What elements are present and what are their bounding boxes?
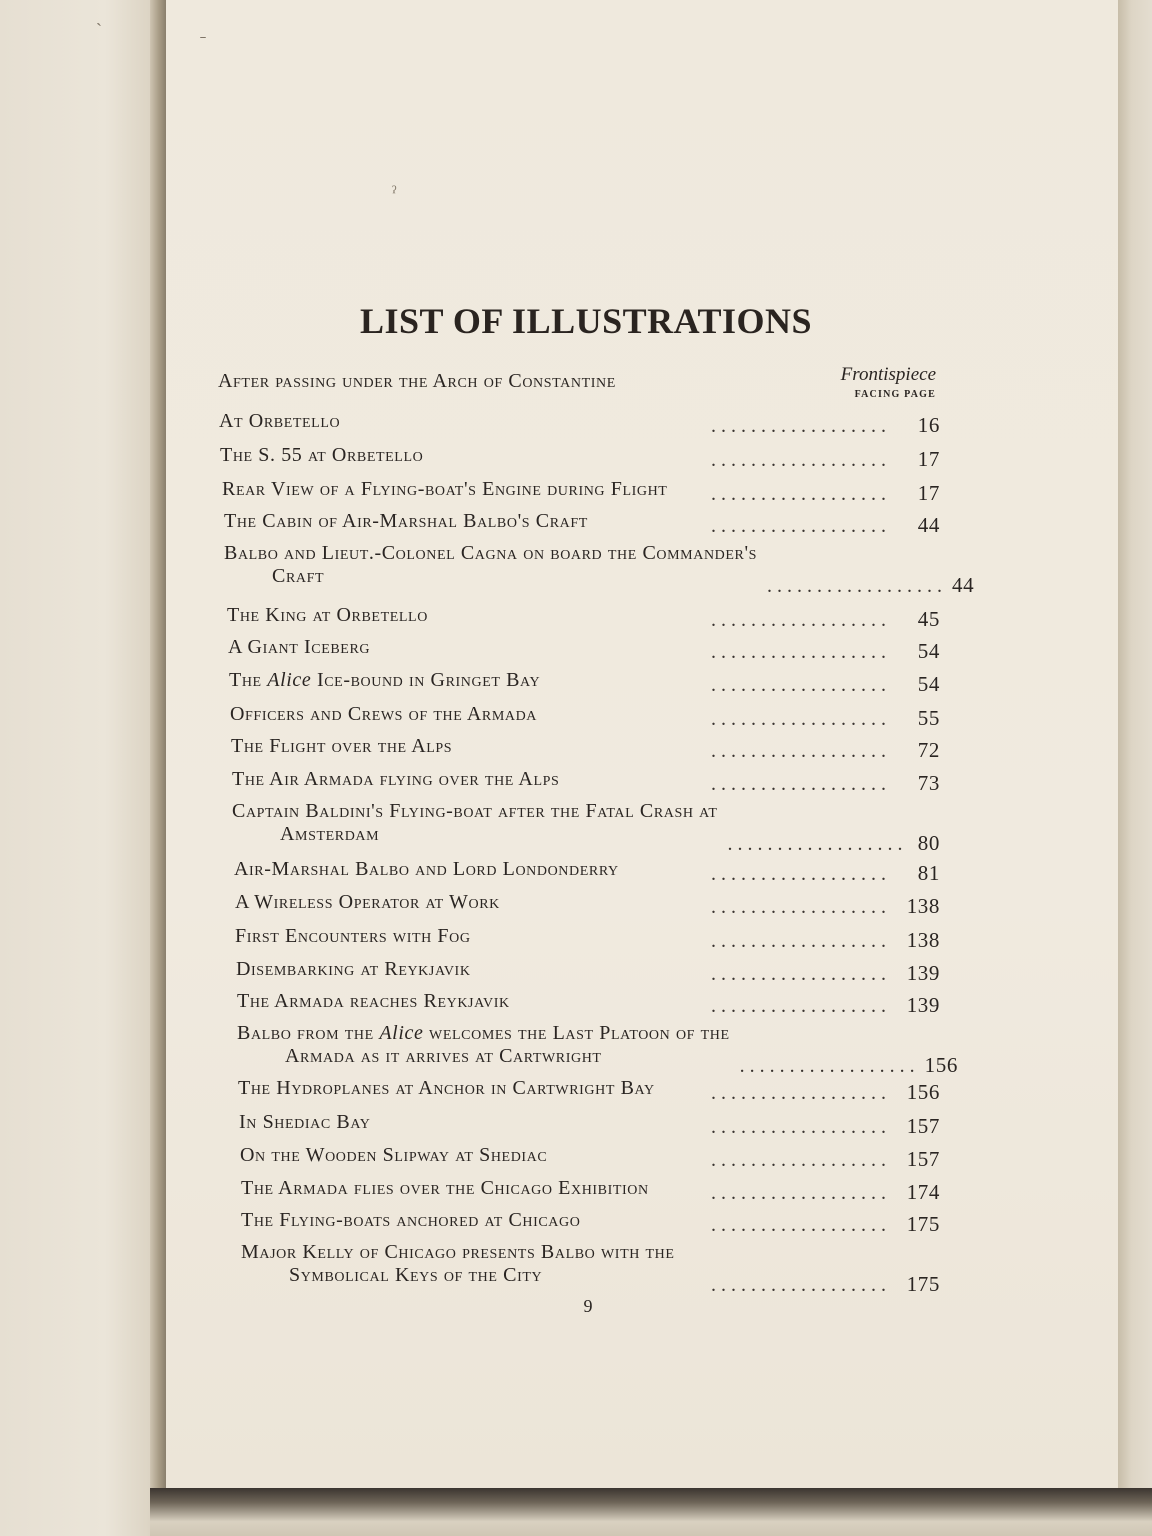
- caption-line: Balbo and Lieut.-Colonel Cagna on board the Commander's: [224, 542, 758, 564]
- illustration-caption: [219, 410, 340, 433]
- caption-line: After passing under the Arch of Constantine: [218, 370, 616, 392]
- caption-line: The Alice Ice-bound in Gringet Bay: [229, 669, 541, 691]
- illustration-entry: [227, 604, 940, 632]
- caption-line: Air-Marshal Balbo and Lord Londonderry: [234, 858, 619, 880]
- pencil-mark-icon: ˉ: [200, 32, 206, 52]
- illustration-entry: [224, 510, 940, 538]
- pencil-mark-icon: ˎ: [96, 6, 102, 26]
- illustration-entry: [238, 1077, 940, 1105]
- dot-leader: . . . . . . . . . . . . . . . . . .: [711, 963, 886, 985]
- dot-leader: . . . . . . . . . . . . . . . . . .: [711, 896, 886, 918]
- caption-line-2: Craft: [272, 565, 325, 587]
- illustration-entry: [241, 1177, 940, 1205]
- illustration-caption: [235, 891, 500, 914]
- illustration-caption: [241, 1177, 649, 1200]
- facing-page-number: 157: [906, 1114, 940, 1138]
- illustration-caption: [224, 510, 588, 533]
- facing-page-number: 156: [924, 1053, 958, 1077]
- dot-leader: . . . . . . . . . . . . . . . . . .: [711, 415, 886, 437]
- illustration-caption: [239, 1111, 370, 1134]
- facing-page-number: 54: [917, 639, 940, 663]
- facing-page-number: 156: [906, 1080, 940, 1104]
- caption-line-2: Amsterdam: [280, 823, 380, 845]
- dot-leader: . . . . . . . . . . . . . . . . . .: [711, 773, 886, 795]
- frontispiece-label: Frontispiece: [840, 364, 936, 385]
- illustration-caption: [234, 858, 619, 881]
- dot-leader: . . . . . . . . . . . . . . . . . .: [711, 515, 886, 537]
- caption-line: First Encounters with Fog: [235, 925, 471, 947]
- caption-line: A Wireless Operator at Work: [235, 891, 500, 913]
- illustration-caption: [218, 370, 616, 393]
- illustration-entry: [234, 858, 940, 886]
- dot-leader: . . . . . . . . . . . . . . . . . .: [711, 740, 886, 762]
- facing-page-number: 54: [917, 672, 940, 696]
- caption-line: A Giant Iceberg: [228, 636, 371, 658]
- facing-page-number: 17: [917, 481, 940, 505]
- dot-leader: . . . . . . . . . . . . . . . . . .: [711, 483, 886, 505]
- dot-leader: . . . . . . . . . . . . . . . . . .: [711, 674, 886, 696]
- facing-page-label: FACING PAGE: [854, 389, 936, 400]
- facing-page-number: 44: [952, 573, 975, 597]
- illustration-entry: [231, 735, 940, 763]
- facing-page-number: 138: [906, 894, 940, 918]
- dot-leader: . . . . . . . . . . . . . . . . . .: [727, 833, 903, 855]
- illustration-caption: [229, 669, 540, 692]
- facing-page-number: 138: [906, 928, 940, 952]
- illustration-caption: [237, 1022, 730, 1068]
- book-gutter: [150, 0, 166, 1536]
- illustration-entry: [235, 925, 940, 953]
- caption-line: Balbo from the Alice welcomes the Last Platoon of the: [237, 1022, 730, 1044]
- dot-leader: . . . . . . . . . . . . . . . . . .: [711, 641, 886, 663]
- pencil-mark-icon: ˀ: [392, 182, 397, 202]
- illustration-caption: [237, 990, 510, 1013]
- facing-page-number: 80: [917, 831, 940, 855]
- illustration-entry: [236, 958, 940, 986]
- illustration-caption: [232, 800, 718, 846]
- illustration-caption: [230, 703, 537, 726]
- caption-line-2: Symbolical Keys of the City: [289, 1264, 543, 1286]
- page-title: LIST OF ILLUSTRATIONS: [360, 301, 812, 341]
- illustration-entry: [228, 636, 940, 664]
- illustration-entry: [232, 800, 940, 856]
- dot-leader: . . . . . . . . . . . . . . . . . .: [711, 930, 886, 952]
- illustration-caption: [228, 636, 370, 659]
- illustration-caption: [227, 604, 428, 627]
- illustration-entry: [219, 410, 940, 438]
- caption-line: The S. 55 at Orbetello: [220, 444, 424, 466]
- illustration-entry: [240, 1144, 940, 1172]
- caption-line: The Flying-boats anchored at Chicago: [241, 1209, 581, 1231]
- illustration-entry: [230, 703, 940, 731]
- caption-line: Officers and Crews of the Armada: [230, 703, 538, 725]
- illustration-caption: [241, 1241, 675, 1287]
- caption-line-2: Armada as it arrives at Cartwright: [285, 1045, 602, 1067]
- facing-page-number: 17: [917, 447, 940, 471]
- caption-line: The Cabin of Air-Marshal Balbo's Craft: [224, 510, 588, 532]
- facing-page-number: 81: [917, 861, 940, 885]
- illustration-entry: [237, 1022, 958, 1078]
- illustration-caption: [222, 478, 667, 501]
- caption-line: Captain Baldini's Flying-boat after the Fatal Crash at: [232, 800, 718, 822]
- illustration-caption: [232, 768, 559, 791]
- illustration-caption: [231, 735, 452, 758]
- illustration-entry: [222, 478, 940, 506]
- facing-page-number: 139: [906, 993, 940, 1017]
- dot-leader: . . . . . . . . . . . . . . . . . .: [711, 1082, 886, 1104]
- dot-leader: . . . . . . . . . . . . . . . . . .: [739, 1055, 915, 1077]
- illustration-entry: [241, 1209, 940, 1237]
- page-edge-bottom: [150, 1488, 1152, 1536]
- caption-line: The King at Orbetello: [227, 604, 428, 626]
- dot-leader: . . . . . . . . . . . . . . . . . .: [711, 995, 886, 1017]
- caption-line: The Hydroplanes at Anchor in Cartwright Bay: [238, 1077, 655, 1099]
- dot-leader: . . . . . . . . . . . . . . . . . .: [711, 1149, 886, 1171]
- dot-leader: . . . . . . . . . . . . . . . . . .: [711, 1274, 886, 1296]
- dot-leader: . . . . . . . . . . . . . . . . . .: [711, 1214, 886, 1236]
- dot-leader: . . . . . . . . . . . . . . . . . .: [767, 575, 943, 597]
- caption-line: At Orbetello: [219, 410, 341, 432]
- facing-page-number: 174: [906, 1180, 940, 1204]
- caption-line: In Shediac Bay: [239, 1111, 371, 1133]
- caption-line: Disembarking at Reykjavik: [236, 958, 471, 980]
- facing-page-number: 16: [917, 413, 940, 437]
- facing-page-number: 175: [906, 1212, 940, 1236]
- caption-line: The Armada reaches Reykjavik: [237, 990, 510, 1012]
- caption-line: The Air Armada flying over the Alps: [232, 768, 560, 790]
- illustration-caption: [238, 1077, 655, 1100]
- illustration-entry: [218, 370, 940, 398]
- page-edge-right: [1118, 0, 1152, 1536]
- facing-page-number: 175: [906, 1272, 940, 1296]
- caption-line: Rear View of a Flying-boat's Engine during Flight: [222, 478, 668, 500]
- left-page: [0, 0, 150, 1536]
- dot-leader: . . . . . . . . . . . . . . . . . .: [711, 1182, 886, 1204]
- caption-line: Major Kelly of Chicago presents Balbo with the: [241, 1241, 675, 1263]
- page-number: 9: [583, 1296, 593, 1316]
- dot-leader: . . . . . . . . . . . . . . . . . .: [711, 449, 886, 471]
- dot-leader: . . . . . . . . . . . . . . . . . .: [711, 609, 886, 631]
- dot-leader: . . . . . . . . . . . . . . . . . .: [711, 708, 886, 730]
- facing-page-number: 139: [906, 961, 940, 985]
- facing-page-number: 157: [906, 1147, 940, 1171]
- illustration-caption: [224, 542, 757, 588]
- illustration-caption: [235, 925, 471, 948]
- illustration-caption: [236, 958, 471, 981]
- dot-leader: . . . . . . . . . . . . . . . . . .: [711, 863, 886, 885]
- caption-line: On the Wooden Slipway at Shediac: [240, 1144, 548, 1166]
- illustration-entry: [235, 891, 940, 919]
- facing-page-number: 73: [917, 771, 940, 795]
- illustration-caption: [241, 1209, 580, 1232]
- facing-page-number: 45: [917, 607, 940, 631]
- dot-leader: . . . . . . . . . . . . . . . . . .: [711, 1116, 886, 1138]
- illustration-entry: [239, 1111, 940, 1139]
- illustration-entry: [229, 669, 940, 697]
- illustration-entry: [241, 1241, 940, 1297]
- illustration-caption: [240, 1144, 547, 1167]
- facing-page-number: 72: [917, 738, 940, 762]
- facing-page-number: 55: [917, 706, 940, 730]
- illustration-entry: [220, 444, 940, 472]
- illustration-entry: [224, 542, 975, 598]
- illustration-entry: [232, 768, 940, 796]
- illustration-entry: [237, 990, 940, 1018]
- facing-page-number: 44: [917, 513, 940, 537]
- caption-line: The Armada flies over the Chicago Exhibition: [241, 1177, 649, 1199]
- caption-line: The Flight over the Alps: [231, 735, 453, 757]
- illustration-caption: [220, 444, 423, 467]
